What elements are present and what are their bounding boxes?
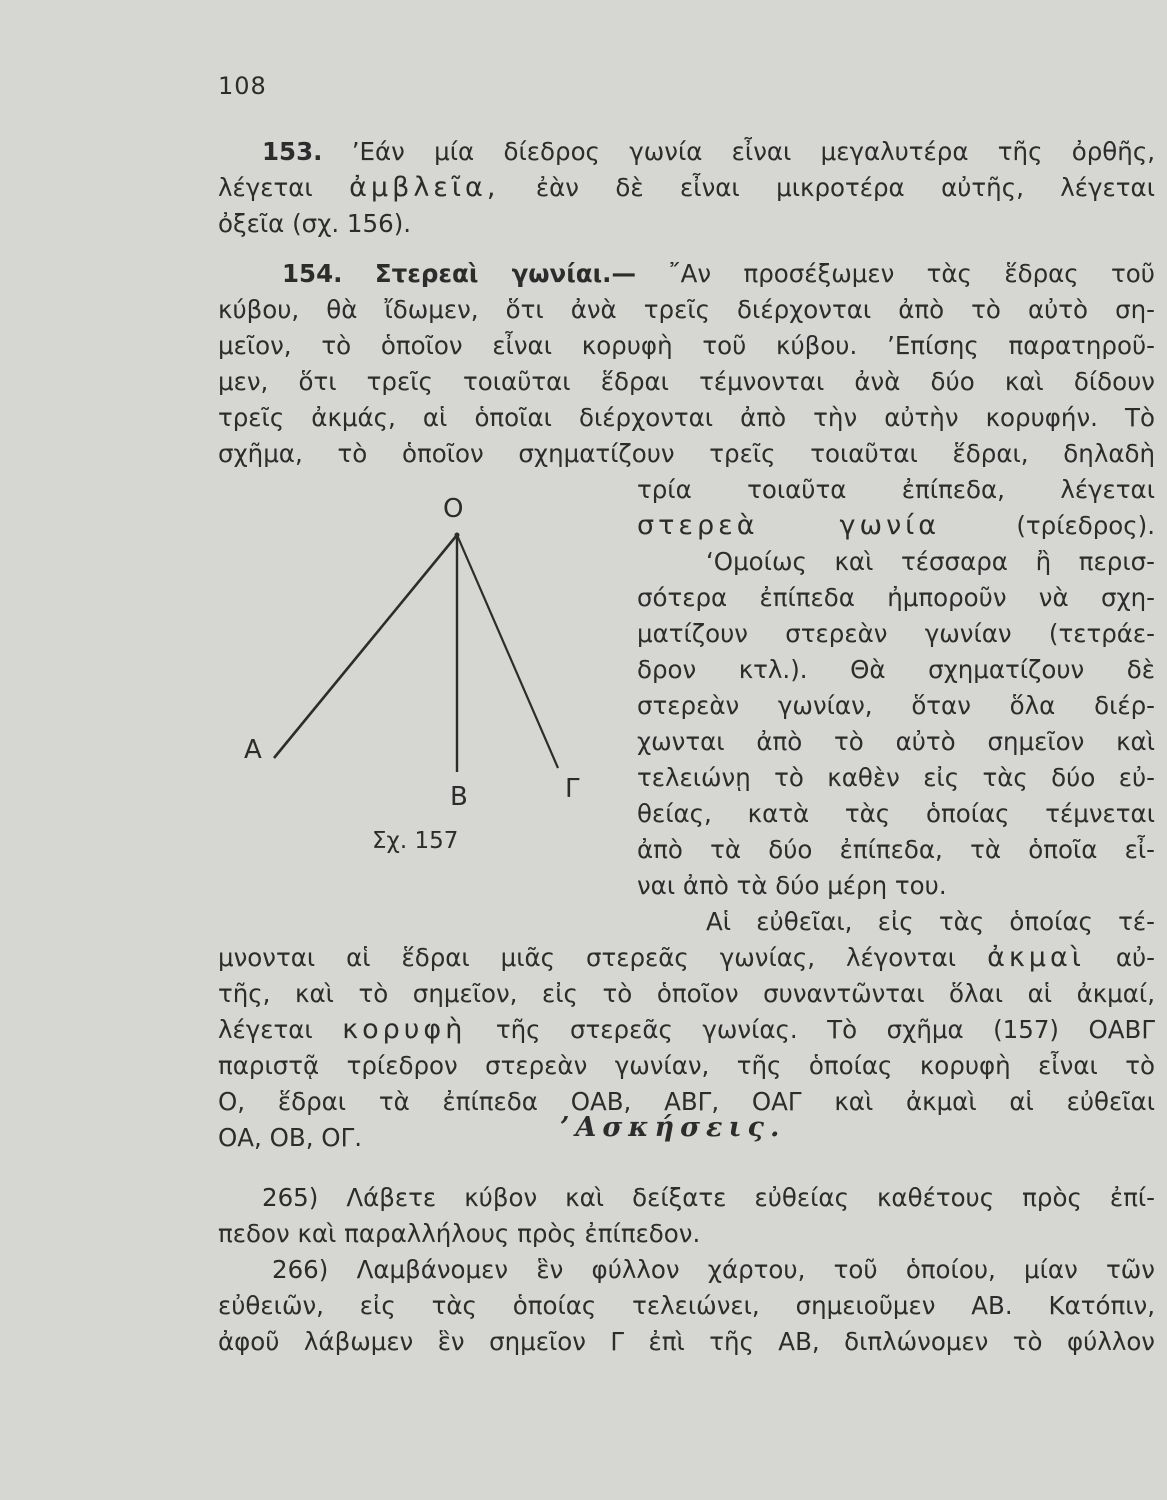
sec154-line-4: μεν, ὅτι τρεῖς τοιαῦται ἕδραι τέμνονται ἀνὰ δύο καὶ δίδουν bbox=[218, 367, 1155, 396]
exercises-title: ’Ασκήσεις. bbox=[560, 1112, 786, 1143]
sec154-right-5: ματίζουν στερεὰν γωνίαν (τετράε- bbox=[637, 619, 1155, 648]
sec154-line-5: τρεῖς ἀκμάς, αἱ ὁποῖαι διέρχονται ἀπὸ τὴν αὐτὴν κορυφήν. Τὸ bbox=[218, 403, 1155, 432]
sec153-number: 153. bbox=[262, 137, 323, 166]
sec154-right-6: δρον κτλ.). Θὰ σχηματίζουν δὲ bbox=[637, 655, 1155, 684]
sec154-number: 154. bbox=[282, 259, 343, 288]
sec154-line-9: λέγεται κορυφὴ τῆς στερεᾶς γωνίας. Τὸ σχῆμα (157) ΟΑΒΓ bbox=[218, 1014, 1155, 1045]
page-number: 108 bbox=[218, 72, 267, 100]
figure-157-trihedral-angle bbox=[230, 490, 600, 820]
edge-OG bbox=[457, 535, 558, 768]
sec154-line-12: ΟΑ, ΟΒ, ΟΓ. bbox=[218, 1123, 363, 1152]
exercise-265-line-2: πεδον καὶ παραλλήλους πρὸς ἐπίπεδον. bbox=[218, 1219, 701, 1248]
sec154-right-13: Αἱ εὐθεῖαι, εἰς τὰς ὁποίας τέ- bbox=[706, 907, 1155, 936]
sec154-heading: Στερεαὶ γωνίαι.— bbox=[374, 259, 636, 288]
figure-caption: Σχ. 157 bbox=[372, 828, 459, 854]
sec154-right-1: τρία τοιαῦτα ἐπίπεδα, λέγεται bbox=[637, 475, 1155, 504]
sec154-line-3: μεῖον, τὸ ὁποῖον εἶναι κορυφὴ τοῦ κύβου. ’Επίσης παρατηροῦ- bbox=[218, 331, 1155, 360]
exercise-266-line-1: 266) Λαμβάνομεν ἓν φύλλον χάρτου, τοῦ ὁποίου, μίαν τῶν bbox=[272, 1255, 1155, 1284]
sec154-right-11: ἀπὸ τὰ δύο ἐπίπεδα, τὰ ὁποῖα εἶ- bbox=[637, 835, 1155, 864]
term-akmai: ἀκμαὶ bbox=[987, 942, 1085, 973]
term-koryfi: κορυφὴ bbox=[342, 1014, 467, 1045]
sec154-line-1: 154. Στερεαὶ γωνίαι.— ῎Αν προσέξωμεν τὰς ἕδρας τοῦ bbox=[282, 259, 1155, 288]
exercise-266-line-3: ἀφοῦ λάβωμεν ἓν σημεῖον Γ ἐπὶ τῆς ΑΒ, διπλώνομεν τὸ φύλλον bbox=[218, 1327, 1155, 1356]
sec154-right-4: σότερα ἐπίπεδα ἠμποροῦν νὰ σχη- bbox=[637, 583, 1155, 612]
sec154-right-10: θείας, κατὰ τὰς ὁποίας τέμνεται bbox=[637, 799, 1155, 828]
sec154-right-2: στερεὰ γωνία (τρίεδρος). bbox=[637, 510, 1155, 541]
exercise-265-line-1: 265) Λάβετε κύβον καὶ δείξατε εὐθείας καθέτους πρὸς ἐπί- bbox=[262, 1183, 1155, 1212]
sec154-line-11: Ο, ἕδραι τὰ ἐπίπεδα ΟΑΒ, ΑΒΓ, ΟΑΓ καὶ ἀκμαὶ αἱ εὐθεῖαι bbox=[218, 1087, 1155, 1116]
sec153-line-1: 153. ’Εάν μία δίεδρος γωνία εἶναι μεγαλυτέρα τῆς ὀρθῆς, bbox=[262, 137, 1155, 166]
edge-OA bbox=[274, 535, 457, 758]
sec153-line-2: λέγεται ἀμβλεῖα, ἐὰν δὲ εἶναι μικροτέρα αὐτῆς, λέγεται bbox=[218, 172, 1155, 203]
sec154-line-10: παριστᾷ τρίεδρον στερεὰν γωνίαν, τῆς ὁποίας κορυφὴ εἶναι τὸ bbox=[218, 1051, 1155, 1080]
term-sterea-gonia: στερεὰ γωνία bbox=[637, 510, 941, 541]
sec154-line-7: μνονται αἱ ἕδραι μιᾶς στερεᾶς γωνίας, λέγονται ἀκμαὶ αὐ- bbox=[218, 942, 1156, 973]
term-amvleia: ἀμβλεῖα, bbox=[349, 172, 500, 203]
sec154-right-8: χωνται ἀπὸ τὸ αὐτὸ σημεῖον καὶ bbox=[637, 727, 1155, 756]
sec154-line-2: κύβου, θὰ ἴδωμεν, ὅτι ἀνὰ τρεῖς διέρχονται ἀπὸ τὸ αὐτὸ ση- bbox=[218, 295, 1155, 324]
exercise-266-line-2: εὐθειῶν, εἰς τὰς ὁποίας τελειώνει, σημειοῦμεν ΑΒ. Κατόπιν, bbox=[218, 1291, 1155, 1320]
sec154-right-3: ‘Ομοίως καὶ τέσσαρα ἢ περισ- bbox=[706, 547, 1155, 576]
label-G: Γ bbox=[565, 774, 580, 804]
label-B: B bbox=[450, 782, 468, 812]
sec154-right-7: στερεὰν γωνίαν, ὅταν ὅλα διέρ- bbox=[637, 691, 1155, 720]
label-O: O bbox=[443, 494, 464, 524]
sec154-line-6: σχῆμα, τὸ ὁποῖον σχηματίζουν τρεῖς τοιαῦται ἕδραι, δηλαδὴ bbox=[218, 439, 1155, 468]
sec154-right-12: ναι ἀπὸ τὰ δύο μέρη του. bbox=[637, 871, 947, 900]
sec154-line-8: τῆς, καὶ τὸ σημεῖον, εἰς τὸ ὁποῖον συναντῶνται ὅλαι αἱ ἀκμαί, bbox=[218, 979, 1155, 1008]
sec154-right-9: τελειώνῃ τὸ καθὲν εἰς τὰς δύο εὐ- bbox=[637, 763, 1155, 792]
vertex-O-point bbox=[455, 533, 460, 538]
sec153-line-3: ὀξεῖα (σχ. 156). bbox=[218, 209, 412, 238]
label-A: A bbox=[244, 735, 262, 765]
